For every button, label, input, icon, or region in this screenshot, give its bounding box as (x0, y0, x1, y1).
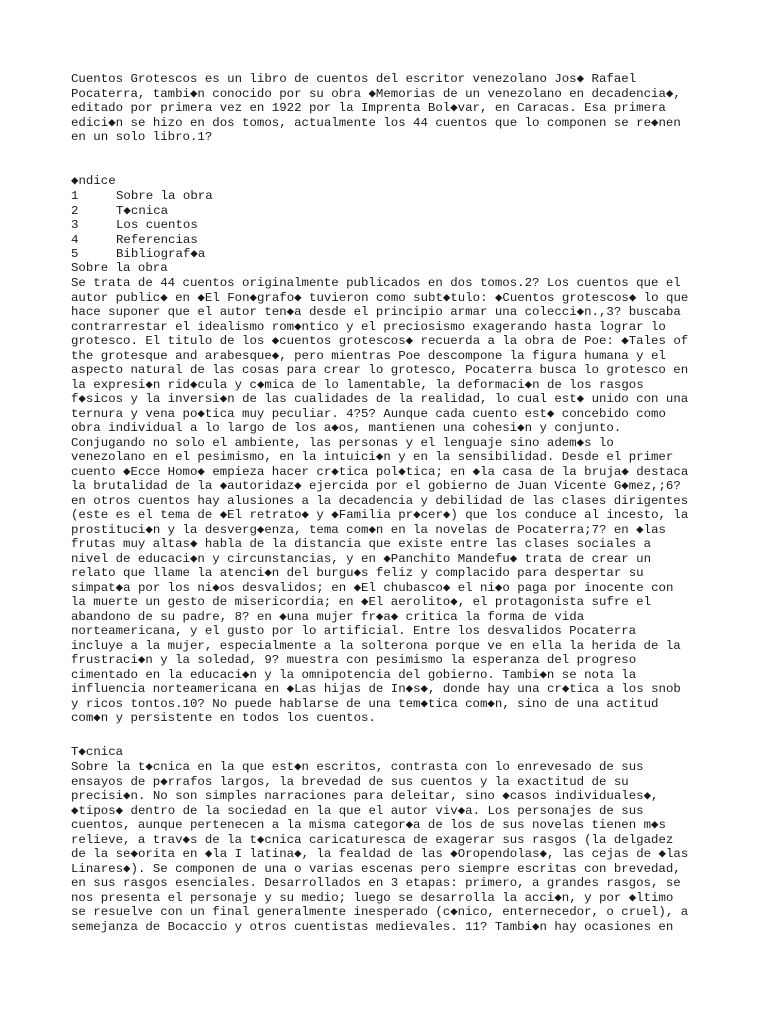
toc-item-number: 4 (71, 232, 79, 247)
toc-title: ◆ndice (71, 174, 116, 188)
toc-item[interactable] (71, 189, 213, 204)
table-of-contents (71, 189, 213, 262)
toc-item-number: 2 (71, 203, 79, 218)
section-heading-sobre-la-obra: Sobre la obra (71, 261, 168, 275)
section-body-tecnica: Sobre la t◆cnica en la que est◆n escritos, contrasta con lo enrevesado de sus ensayos de p◆rrafos largos, la brevedad de sus cuentos y la exactitud de su precisi◆n. No son simples narraciones para deleitar, sino ◆casos individuales◆, ◆tipos◆ dentro de la sociedad en la que el autor viv◆a. Los personajes de sus cuentos, aunque pertenecen a la misma categor◆a de los de sus novelas tienen m◆s relieve, a trav◆s de la t◆cnica caricaturesca de exagerar sus rasgos (la delgadez de la se◆orita en ◆la I latina◆, la fealdad de las ◆Oropendolas◆, las cejas de ◆las Linares◆). Se componen de una o varias escenas pero siempre escritas con brevedad, en sus rasgos esenciales. Desarrollados en 3 etapas: primero, a grandes rasgos, se nos presenta el personaje y su medio; luego se desarrolla la acci◆n, y por ◆ltimo se resuelve con un final generalmente inesperado (c◆nico, enternecedor, o cruel), a semejanza de Bocaccio y otros cuentistas medievales. 11? Tambi◆n hay ocasiones en (71, 760, 689, 934)
intro-paragraph: Cuentos Grotescos es un libro de cuentos del escritor venezolano Jos◆ Rafael Pocaterra, tambi◆n conocido por su obra ◆Memorias de un venezolano en decadencia◆, editado por primera vez en 1922 por la Imprenta Bol◆var, en Caracas. Esa primera edici◆n se hizo en dos tomos, actualmente los 44 cuentos que lo componen se re◆nen en un solo libro.1? (71, 72, 681, 144)
toc-item-label: Referencias (116, 232, 198, 247)
toc-item-label: Sobre la obra (116, 189, 213, 203)
toc-item-number: 3 (71, 218, 79, 232)
toc-item-number: 5 (71, 247, 79, 261)
toc-item[interactable] (71, 204, 213, 219)
section-body-sobre-la-obra: Se trata de 44 cuentos originalmente publicados en dos tomos.2? Los cuentos que el autor public◆ en ◆El Fon◆grafo◆ tuvieron como subt◆tulo: ◆Cuentos grotescos◆ lo que hace suponer que el autor ten◆a desde el principio armar una colecci◆n.,3? buscaba contrarrestar el idealismo rom◆ntico y el preciosismo exagerando hasta lograr lo grotesco. El titulo de los ◆cuentos grotescos◆ recuerda a la obra de Poe: ◆Tales of the grotesque and arabesque◆, pero mientras Poe descompone la figura humana y el aspecto natural de las cosas para crear lo grotesco, Pocaterra busca lo grotesco en la expresi◆n rid◆cula y c◆mica de lo lamentable, la deformaci◆n de los rasgos f◆sicos y la inversi◆n de las cualidades de la realidad, lo cual est◆ unido con una ternura y vena po◆tica muy peculiar. 4?5? Aunque cada cuento est◆ concebido como obra individual a lo largo de los a◆os, mantienen una cohesi◆n y conjunto. Conjugando no solo el ambiente, las personas y el lenguaje sino adem◆s lo venezolano en el pesimismo, en la intuici◆n y en la sensibilidad. Desde el primer cuento ◆Ecce Homo◆ empieza hacer cr◆tica pol◆tica; en ◆la casa de la bruja◆ destaca la brutalidad de la ◆autoridaz◆ ejercida por el gobierno de Juan Vicente G◆mez,;6? en otros cuentos hay alusiones a la decadencia y debilidad de las clases dirigentes (este es el tema de ◆El retrato◆ y ◆Familia pr◆cer◆) que los conduce al incesto, la prostituci◆n y la desverg◆enza, tema com◆n en la novelas de Pocaterra;7? en ◆las frutas muy altas◆ habla de la distancia que existe entre las clases sociales a nivel de educaci◆n y circunstancias, y en ◆Panchito Mandefu◆ trata de crear un relato que llame la atenci◆n del burgu◆s feliz y complacido para despertar su simpat◆a por los ni◆os desvalidos; en ◆El chubasco◆ el ni◆o paga por inocente con la muerte un gesto de misericordia; en ◆El aerolito◆, el protagonista sufre el abandono de su padre, 8? en ◆una mujer fr◆a◆ critica la forma de vida norteamericana, y el gusto por lo artificial. Entre los desvalidos Pocaterra incluye a la mujer, especialmente a la solterona porque ve en ella la herida de la frustraci◆n y la soledad, 9? muestra con pesimismo la esperanza del progreso cimentado en la educaci◆n y la omnipotencia del gobierno. Tambi◆n se nota la influencia norteamericana en ◆Las hijas de In◆s◆, donde hay una cr◆tica a los snob y ricos tontos.10? No puede hablarse de una tem◆tica com◆n, sino de una actitud com◆n y persistente en todos los cuentos. (71, 276, 689, 725)
toc-item[interactable] (71, 233, 213, 248)
toc-item[interactable] (71, 247, 213, 262)
toc-item-label: Bibliograf◆a (116, 247, 206, 261)
toc-item-label: Los cuentos (116, 218, 198, 232)
toc-item[interactable] (71, 218, 213, 233)
section-heading-tecnica: T◆cnica (71, 745, 124, 759)
toc-item-number: 1 (71, 189, 79, 203)
toc-item-label: T◆cnica (116, 203, 169, 218)
